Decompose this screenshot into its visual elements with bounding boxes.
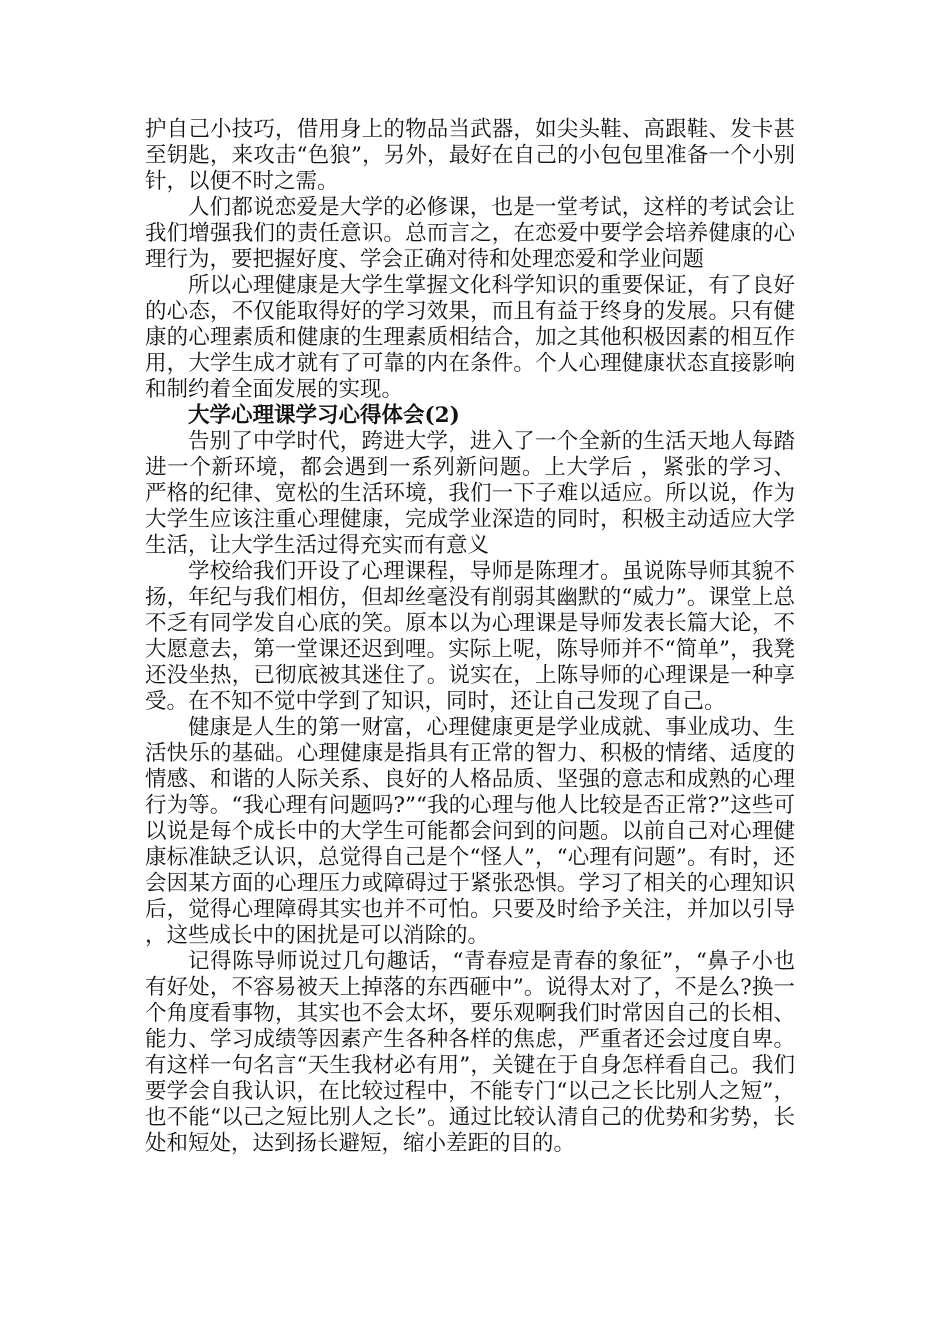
paragraph-psychology-course-teacher: 学校给我们开设了心理课程，导师是陈理才。虽说陈导师其貌不扬，年纪与我们相仿，但却丝毫没有削弱其幽默的“威力”。课堂上总不乏有同学发自心底的笑。原本以为心理课是导师发表长篇大论，不大愿意去，第一堂课还迟到哩。实际上呢，陈导师并不“简单”，我凳还没坐热，已彻底被其迷住了。说实在，上陈导师的心理课是一种享受。在不知不觉中学到了知识，同时，还让自己发现了自己。	[145, 559, 795, 714]
paragraph-teacher-quotes: 记得陈导师说过几句趣话，“青春痘是青春的象征”，“鼻子小也有好处，不容易被天上掉落的东西砸中”。说得太对了，不是么?换一个角度看事物，其实也不会太坏，要乐观啊我们时常因自己的长相、能力、学习成绩等因素产生各种各样的焦虑，严重者还会过度自卑。有这样一句名言“天生我材必有用”，关键在于自身怎样看自己。我们要学会自我认识，在比较过程中，不能专门“以己之长比别人之短”，也不能“以己之短比别人之长”。通过比较认清自己的优势和劣势，长处和短处，达到扬长避短，缩小差距的目的。	[145, 949, 795, 1156]
paragraph-mental-health-guarantee: 所以心理健康是大学生掌握文化科学知识的重要保证，有了良好的心态，不仅能取得好的学习效果，而且有益于终身的发展。只有健康的心理素质和健康的生理素质相结合，加之其他积极因素的相互作用，大学生成才就有了可靠的内在条件。个人心理健康状态直接影响和制约着全面发展的实现。	[145, 273, 795, 402]
section-heading: 大学心理课学习心得体会(2)	[188, 403, 460, 428]
document-body	[145, 117, 795, 1157]
paragraph-self-protection-tips: 护自己小技巧，借用身上的物品当武器，如尖头鞋、高跟鞋、发卡甚至钥匙，来攻击“色狼”，另外，最好在自己的小包包里准备一个小别针，以便不时之需。	[145, 117, 795, 194]
paragraph-health-is-wealth: 健康是人生的第一财富，心理健康更是学业成就、事业成功、生活快乐的基础。心理健康是指具有正常的智力、积极的情绪、适度的情感、和谐的人际关系、良好的人格品质、坚强的意志和成熟的心理行为等。“我心理有问题吗?”“我的心理与他人比较是否正常?”这些可以说是每个成长中的大学生可能都会问到的问题。以前自己对心理健康标准缺乏认识，总觉得自己是个“怪人”，“心理有问题”。有时，还会因某方面的心理压力或障碍过于紧张恐惧。学习了相关的心理知识后，觉得心理障碍其实也并不可怕。只要及时给予关注，并加以引导，这些成长中的困扰是可以消除的。	[145, 715, 795, 948]
paragraph-farewell-middle-school: 告别了中学时代，跨进大学，进入了一个全新的生活天地人每踏进一个新环境，都会遇到一系列新问题。上大学后 ，紧张的学习、严格的纪律、宽松的生活环境，我们一下子难以适应。所以说，作为大学生应该注重心理健康，完成学业深造的同时，积极主动适应大学生活，让大学生活过得充实而有意义	[145, 429, 795, 558]
paragraph-love-as-required-course: 人们都说恋爱是大学的必修课，也是一堂考试，这样的考试会让我们增强我们的责任意识。总而言之，在恋爱中要学会培养健康的心理行为，要把握好度、学会正确对待和处理恋爱和学业问题	[145, 195, 795, 272]
